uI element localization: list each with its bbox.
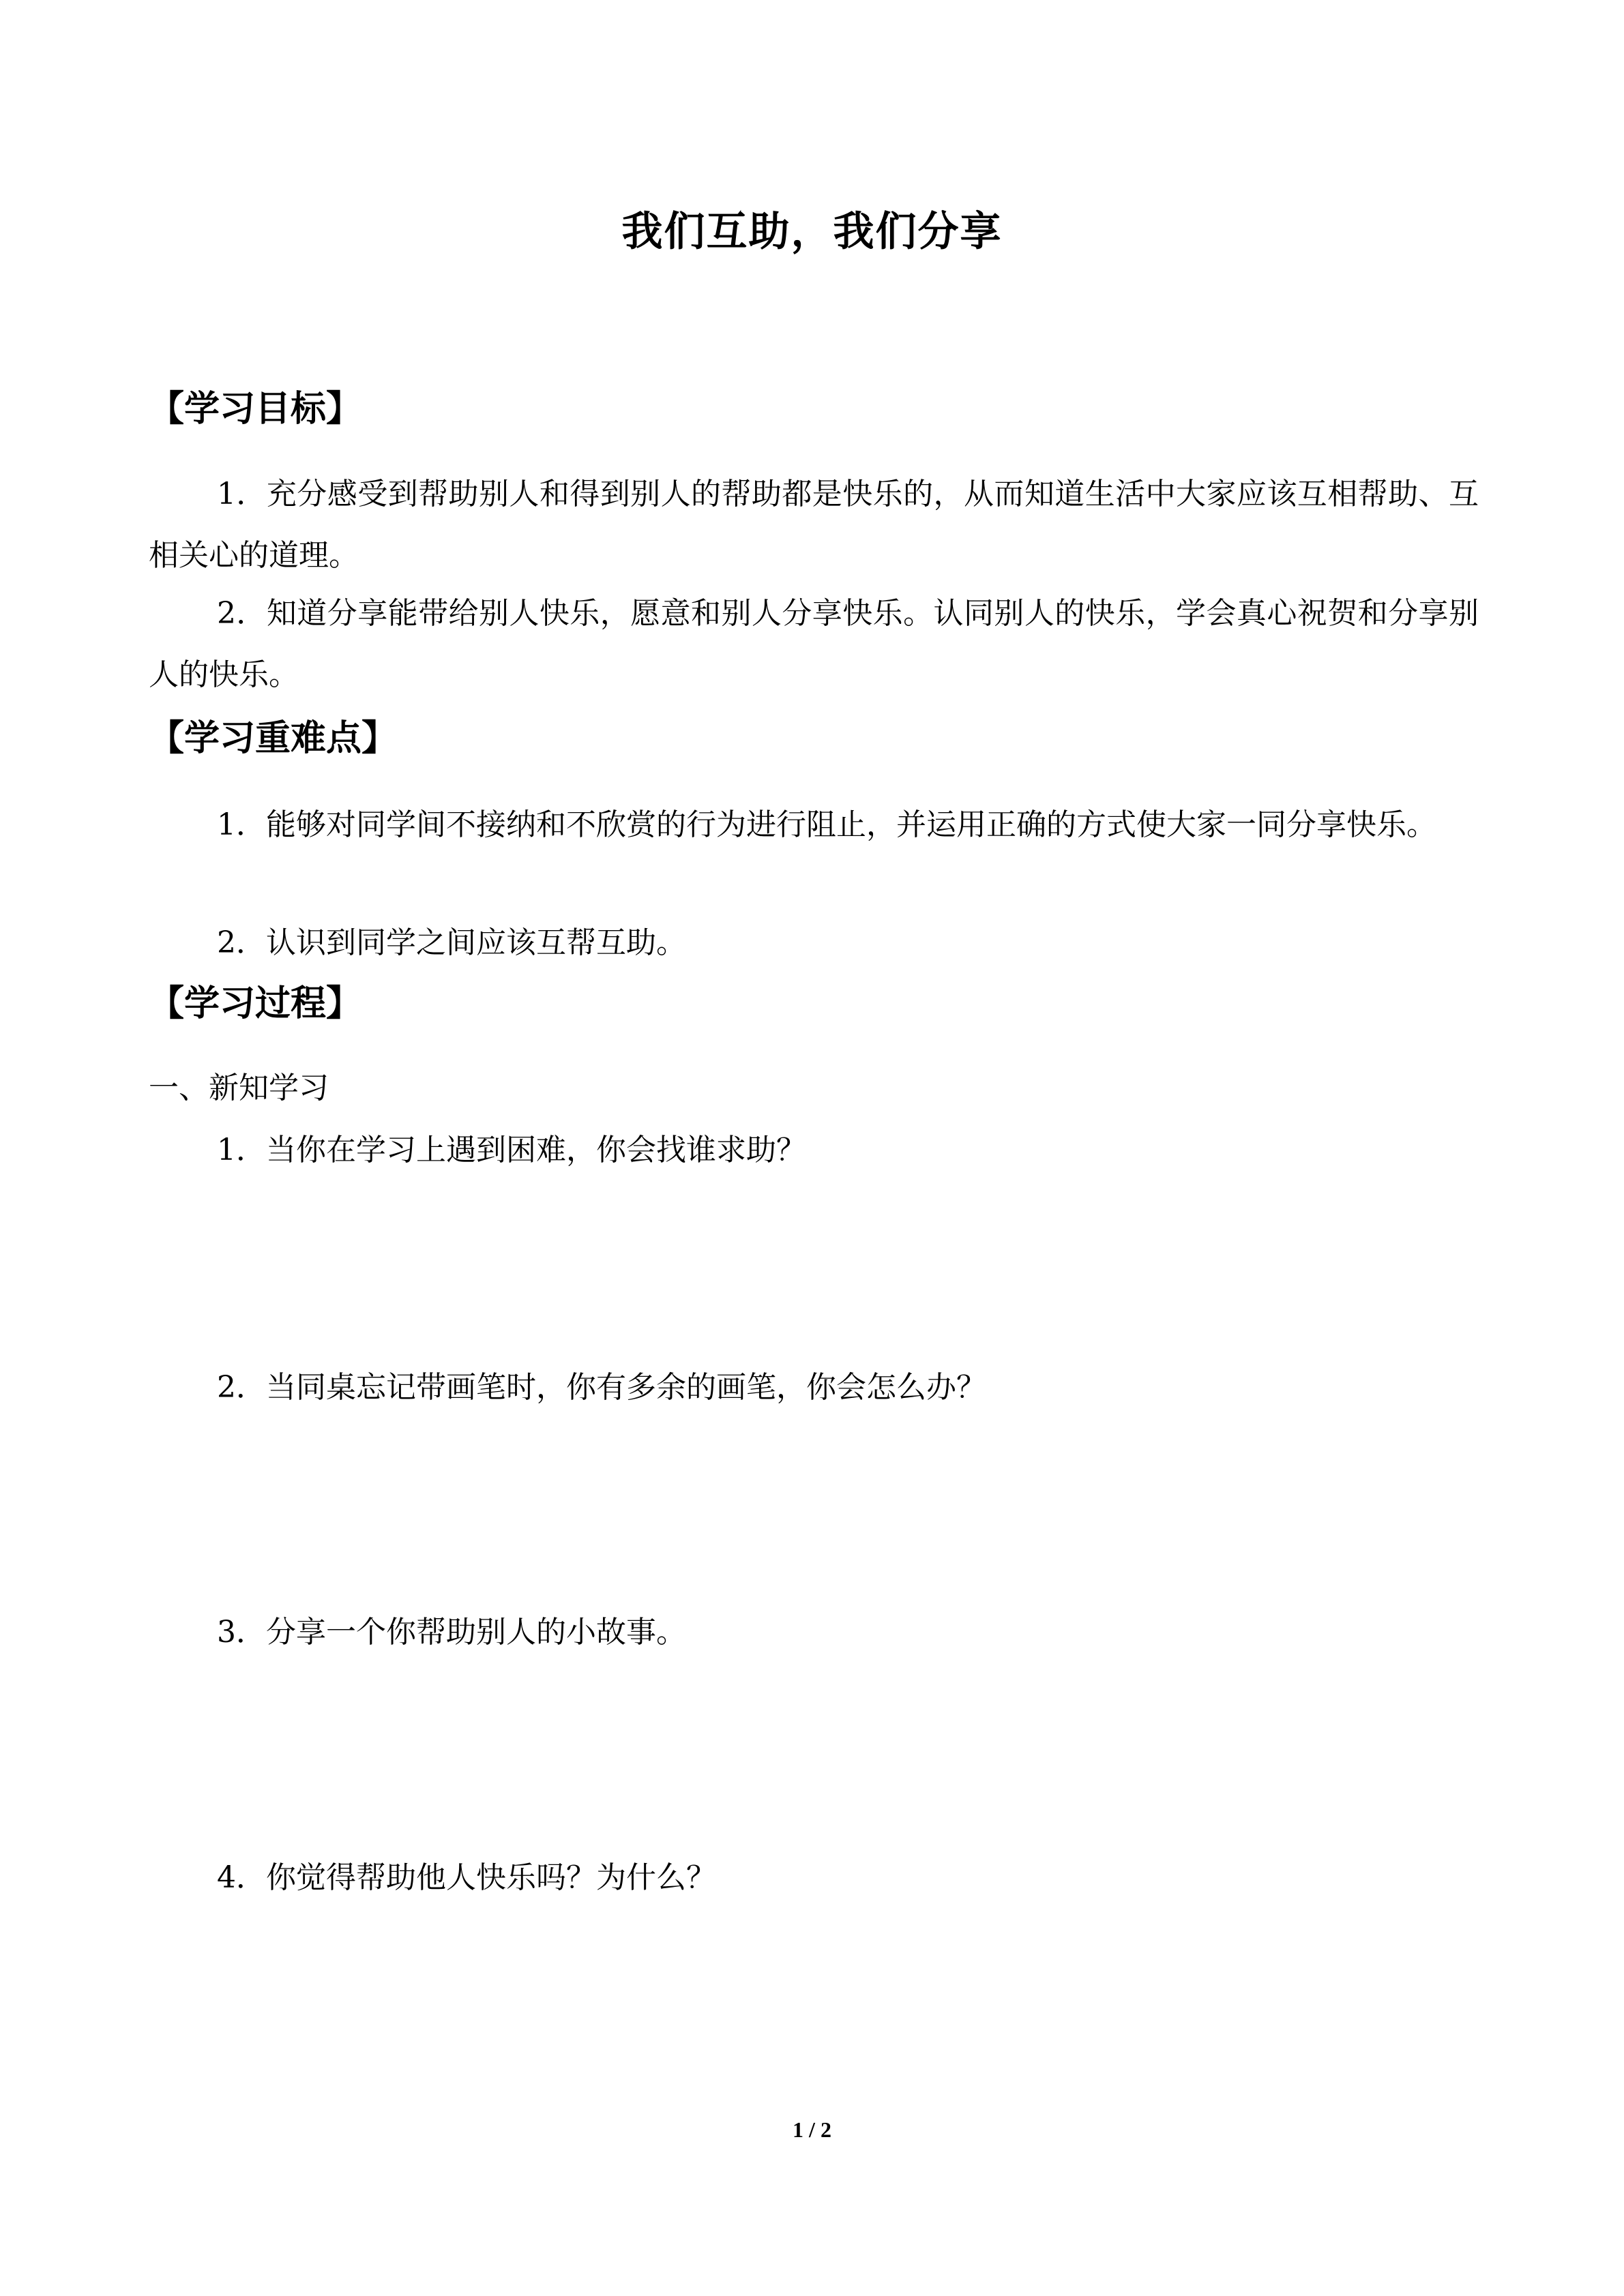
question-3: 3．分享一个你帮助别人的小故事。 (217, 1615, 686, 1650)
question-4: 4．你觉得帮助他人快乐吗？为什么？ (217, 1860, 716, 1895)
goal-item-2: 2．知道分享能带给别人快乐，愿意和别人分享快乐。认同别人的快乐，学会真心祝贺和分享别人的快乐。 (149, 596, 1479, 692)
section-heading-process: 【学习过程】 (149, 983, 362, 1024)
question-1: 1．当你在学习上遇到困难，你会找谁求助？ (217, 1133, 806, 1167)
key-point-item-2: 2．认识到同学之间应该互帮互助。 (217, 925, 686, 960)
page-number: 1 / 2 (793, 2117, 831, 2142)
goal-item-1: 1．充分感受到帮助别人和得到别人的帮助都是快乐的，从而知道生活中大家应该互相帮助、互相关心的道理。 (149, 477, 1479, 573)
key-point-item-1: 1．能够对同学间不接纳和不欣赏的行为进行阻止，并运用正确的方式使大家一同分享快乐。 (217, 807, 1436, 842)
process-subheading: 一、新知学习 (149, 1071, 329, 1105)
question-2: 2．当同桌忘记带画笔时，你有多余的画笔，你会怎么办？ (217, 1370, 986, 1405)
section-heading-key-points: 【学习重难点】 (149, 717, 398, 759)
page-title: 我们互助，我们分享 (621, 208, 1003, 256)
section-heading-goals: 【学习目标】 (149, 388, 362, 430)
